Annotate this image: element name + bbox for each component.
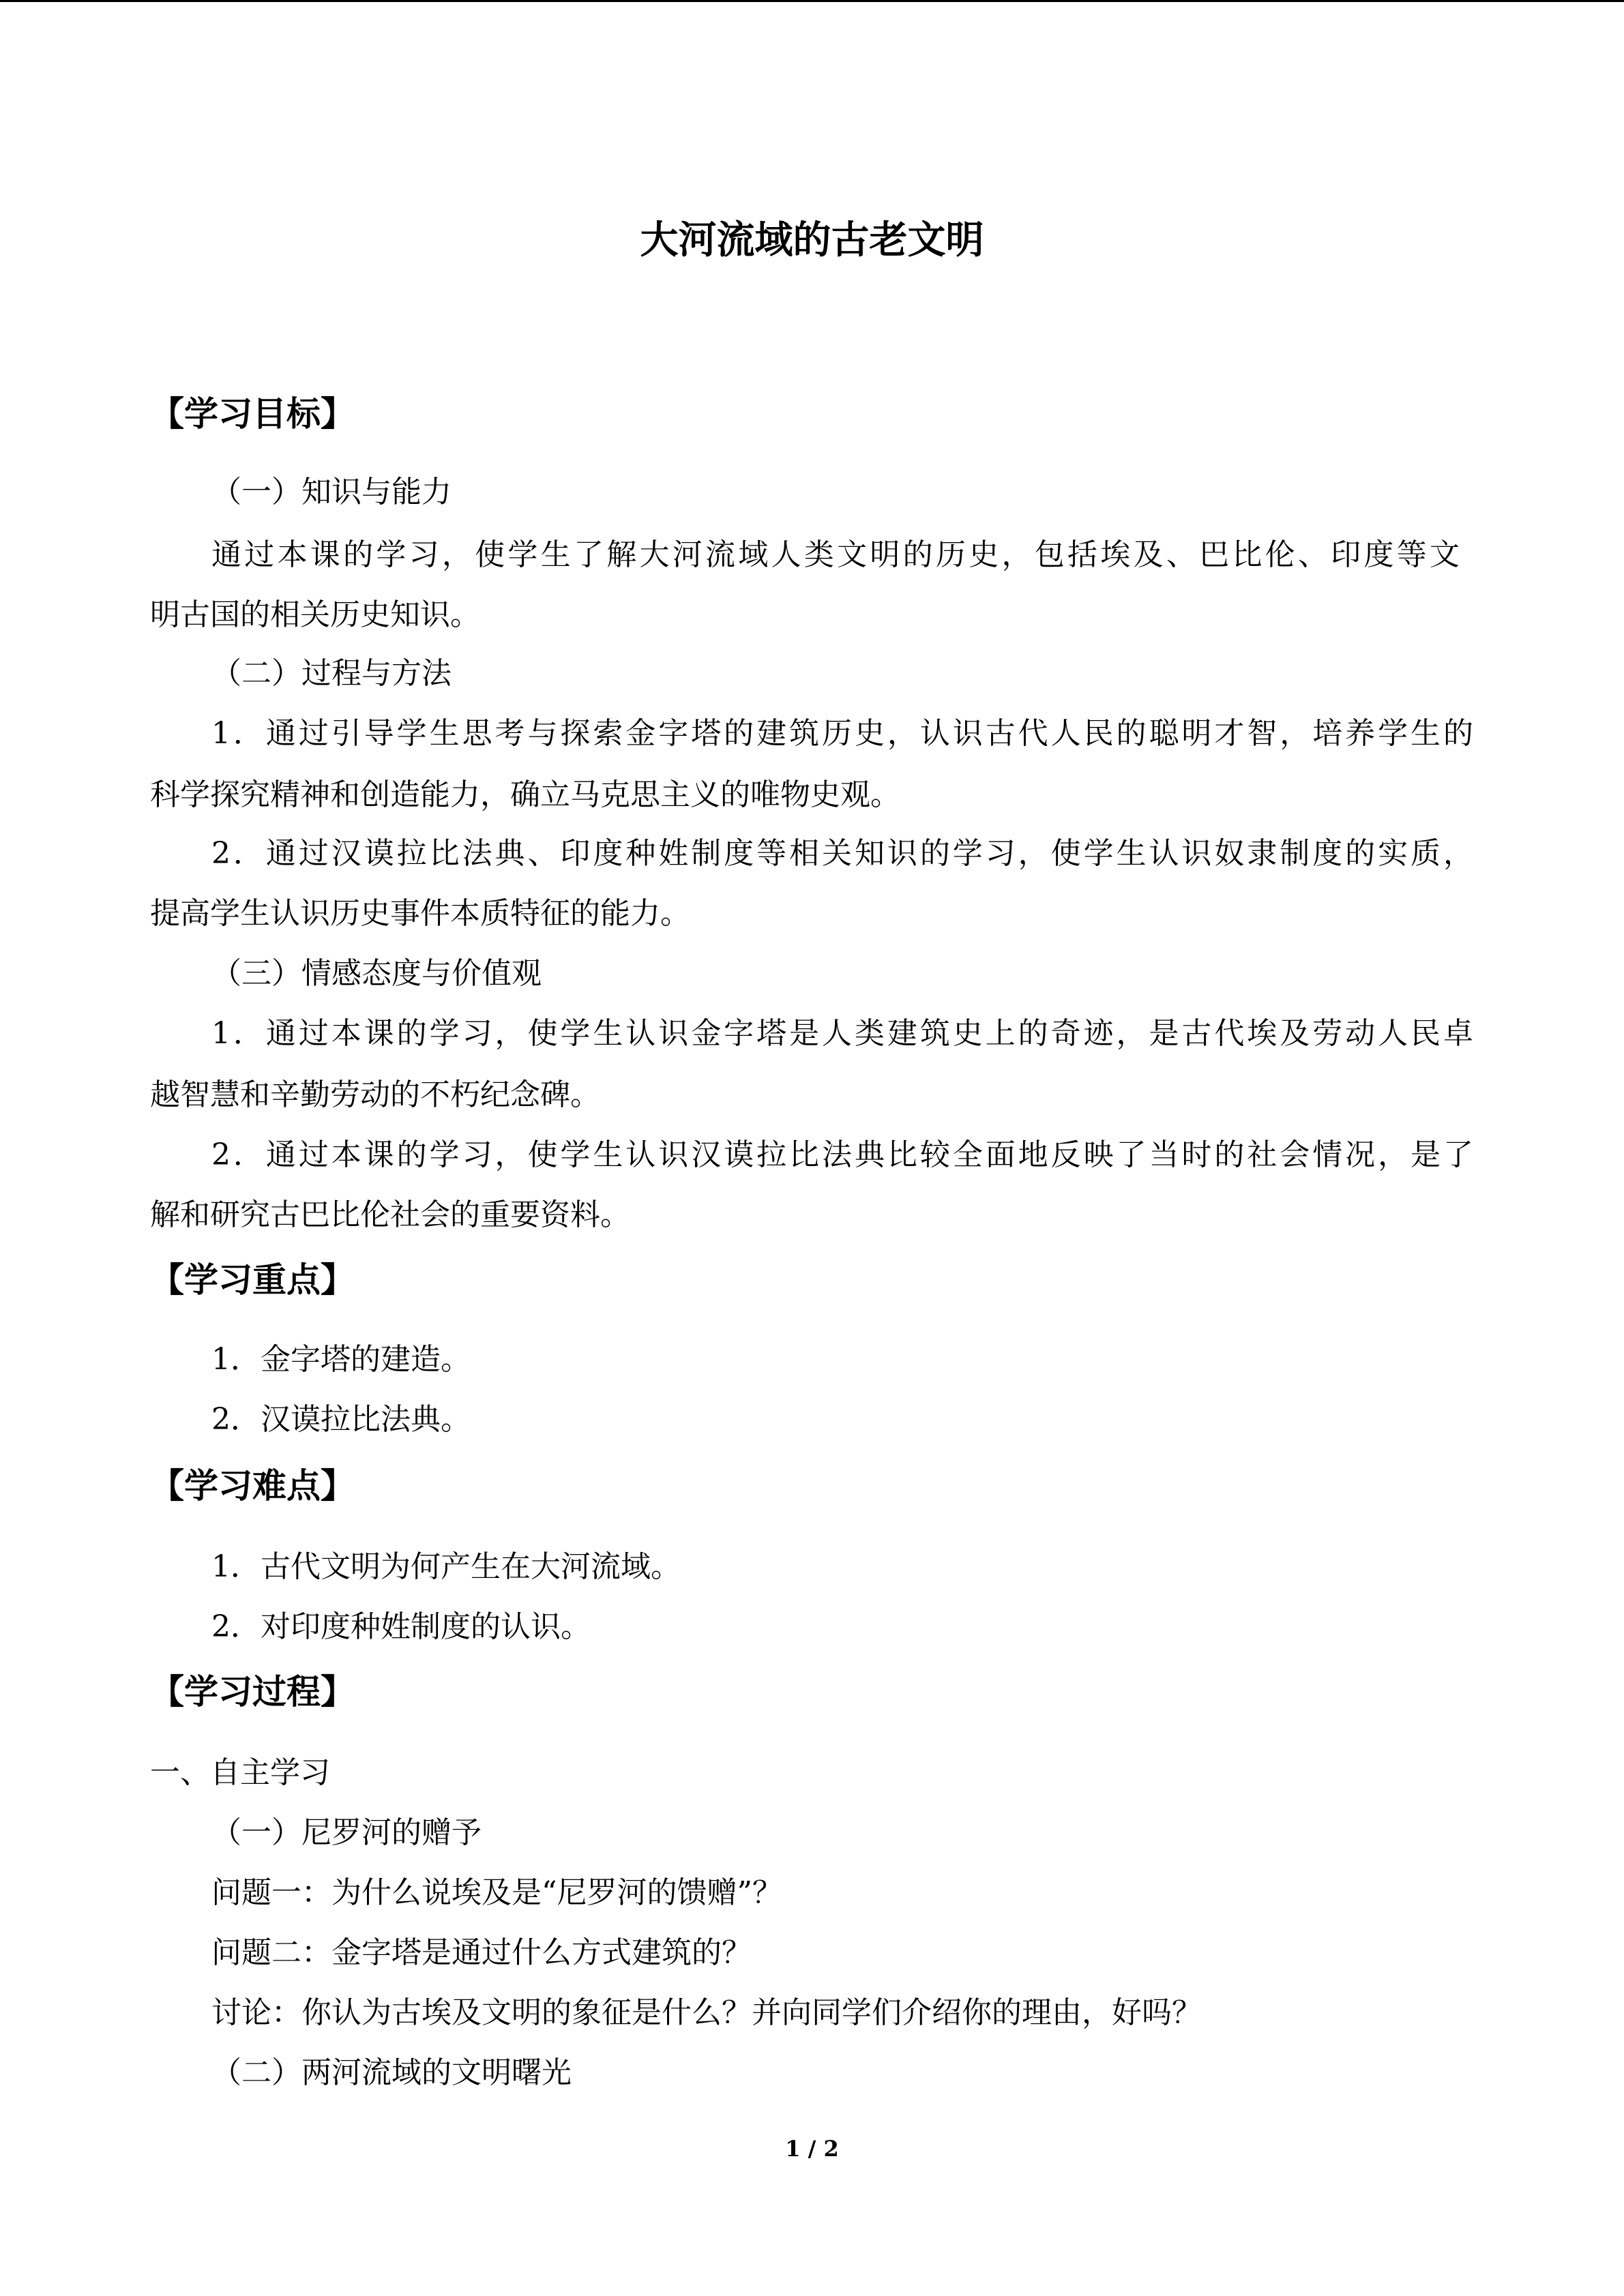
paragraph-line: 提高学生认识历史事件本质特征的能力。 [150, 896, 690, 931]
subsection-label: 一、自主学习 [150, 1755, 330, 1790]
question-line: 问题一：为什么说埃及是“尼罗河的馈赠”？ [211, 1875, 782, 1910]
list-item: 1．金字塔的建造。 [211, 1342, 471, 1377]
paragraph-line: 2．通过汉谟拉比法典、印度种姓制度等相关知识的学习，使学生认识奴隶制度的实质， [211, 836, 1473, 871]
section-heading-process: 【学习过程】 [150, 1672, 355, 1712]
paragraph-line: 1．通过本课的学习，使学生认识金字塔是人类建筑史上的奇迹，是古代埃及劳动人民卓 [211, 1016, 1473, 1051]
list-item: 2．对印度种姓制度的认识。 [211, 1609, 591, 1644]
discussion-line: 讨论：你认为古埃及文明的象征是什么？并向同学们介绍你的理由，好吗？ [211, 1995, 1202, 2030]
question-line: 问题二：金字塔是通过什么方式建筑的？ [211, 1935, 752, 1970]
subsection-label: （二）过程与方法 [211, 656, 452, 691]
subsection-label: （二）两河流域的文明曙光 [211, 2055, 572, 2090]
subsection-label: （一）尼罗河的赠予 [211, 1815, 482, 1850]
subsection-label: （三）情感态度与价值观 [211, 956, 542, 991]
document-title: 大河流域的古老文明 [640, 218, 984, 263]
paragraph-line: 越智慧和辛勤劳动的不朽纪念碑。 [150, 1077, 600, 1112]
section-heading-key-points: 【学习重点】 [150, 1260, 355, 1300]
list-item: 2．汉谟拉比法典。 [211, 1402, 471, 1437]
paragraph-line: 科学探究精神和创造能力，确立马克思主义的唯物史观。 [150, 777, 900, 812]
paragraph-line: 解和研究古巴比伦社会的重要资料。 [150, 1197, 630, 1232]
page-number: 1 / 2 [785, 2136, 839, 2162]
section-heading-goals: 【学习目标】 [150, 394, 355, 434]
subsection-label: （一）知识与能力 [211, 475, 452, 509]
paragraph-line: 1．通过引导学生思考与探索金字塔的建筑历史，认识古代人民的聪明才智，培养学生的 [211, 716, 1473, 751]
paragraph-line: 明古国的相关历史知识。 [150, 597, 480, 632]
list-item: 1．古代文明为何产生在大河流域。 [211, 1549, 681, 1584]
paragraph-line: 通过本课的学习，使学生了解大河流域人类文明的历史，包括埃及、巴比伦、印度等文 [211, 537, 1460, 572]
section-heading-difficulties: 【学习难点】 [150, 1466, 355, 1506]
paragraph-line: 2．通过本课的学习，使学生认识汉谟拉比法典比较全面地反映了当时的社会情况，是了 [211, 1137, 1473, 1172]
